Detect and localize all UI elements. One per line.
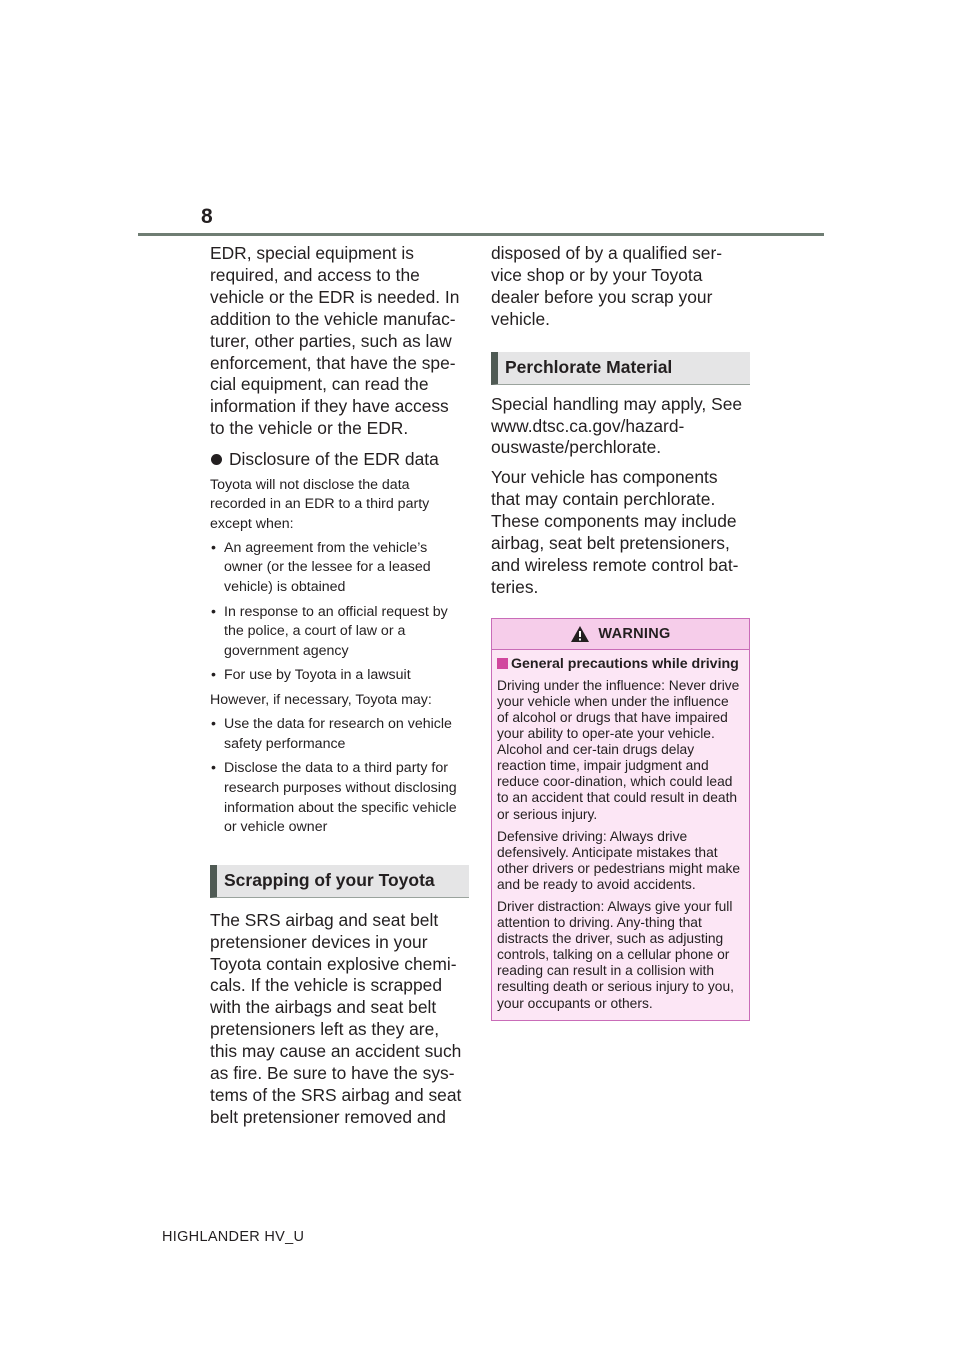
warning-title-text: General precautions while driving [511,655,739,672]
list-item: • For use by Toyota in a lawsuit [210,666,468,686]
list-item: • Use the data for research on vehicle safety performance [210,715,468,754]
warning-box [491,618,750,1021]
list-item: • An agreement from the vehicle’s owner (or the lessee for a leased vehicle) is obtained [210,539,468,598]
perchlorate-paragraph-2: Your vehicle has components that may contain perchlorate. These components may include airbag, seat belt pretensioners, and wireless remote control bat-teries. [491,467,739,597]
scrapping-continued-paragraph: disposed of by a qualified ser-vice shop or by your Toyota dealer before you scrap your vehicle. [491,243,723,329]
disclosure-list [210,539,468,686]
perchlorate-paragraph-1: Special handling may apply, See www.dtsc.ca.gov/hazard-ouswaste/perchlorate. [491,393,743,458]
warning-triangle-icon [570,625,590,643]
warning-title [497,656,743,672]
warning-paragraph-distraction: Driver distraction: Always give your full attention to driving. Any-thing that distracts the driver, such as adjusting controls, talking on a cellular phone or reading can result in a collision with resulting death or serious injury to you, your occupants or others. [497,899,734,1011]
list-item: • In response to an official request by the police, a court of law or a government agency [210,603,468,662]
however-paragraph: However, if necessary, Toyota may: [210,691,432,708]
warning-body [492,650,749,1020]
bullet-dot-icon [211,454,222,465]
warning-paragraph-influence: Driving under the influence: Never drive your vehicle when under the influence of alcohol or drugs that have impaired your ability to oper-ate your vehicle. Alcohol and cer-tain drugs delay reaction time, impair judgment and reduce coor-dination, which could lead to an accident that could result in death or serious injury. [497,677,740,822]
scrapping-paragraph: The SRS airbag and seat belt pretensioner devices in your Toyota contain explosive chemi-cals. If the vehicle is scrapped with the airbags and seat belt pretensioners left as they are, this may cause an accident such as fire. Be sure to have the sys-tems of the SRS airbag and seat belt pretensioner removed and [210,909,462,1127]
disclosure-paragraph: Toyota will not disclose the data recorded in an EDR to a third party except when: [210,477,430,532]
section-title-scrapping: Scrapping of your Toyota [210,865,469,898]
square-bullet-icon [497,658,508,669]
left-column [210,243,468,1129]
disclosure-heading [210,448,468,470]
warning-paragraph-defensive: Defensive driving: Always drive defensively. Anticipate mistakes that other drivers or pedestrians might make and be ready to avoid accidents. [497,828,741,892]
footer-model-label: HIGHLANDER HV_U [162,1229,305,1245]
warning-header [492,619,749,650]
warning-label: WARNING [598,625,671,642]
list-item: • Disclose the data to a third party for research purposes without disclosing information about the specific vehicle or vehicle owner [210,759,468,837]
disclosure-heading-text: Disclosure of the EDR data [229,449,439,470]
right-column [491,243,749,1021]
edr-access-paragraph: EDR, special equipment is required, and access to the vehicle or the EDR is needed. In addition to the vehicle manufac-turer, other parties, such as law enforcement, that have the spe-cial equipment, can read the information if they have access to the vehicle or the EDR. [210,243,460,439]
however-list [210,715,468,838]
header-rule [138,233,824,236]
page-number: 8 [201,205,213,228]
section-title-perchlorate: Perchlorate Material [491,352,750,385]
